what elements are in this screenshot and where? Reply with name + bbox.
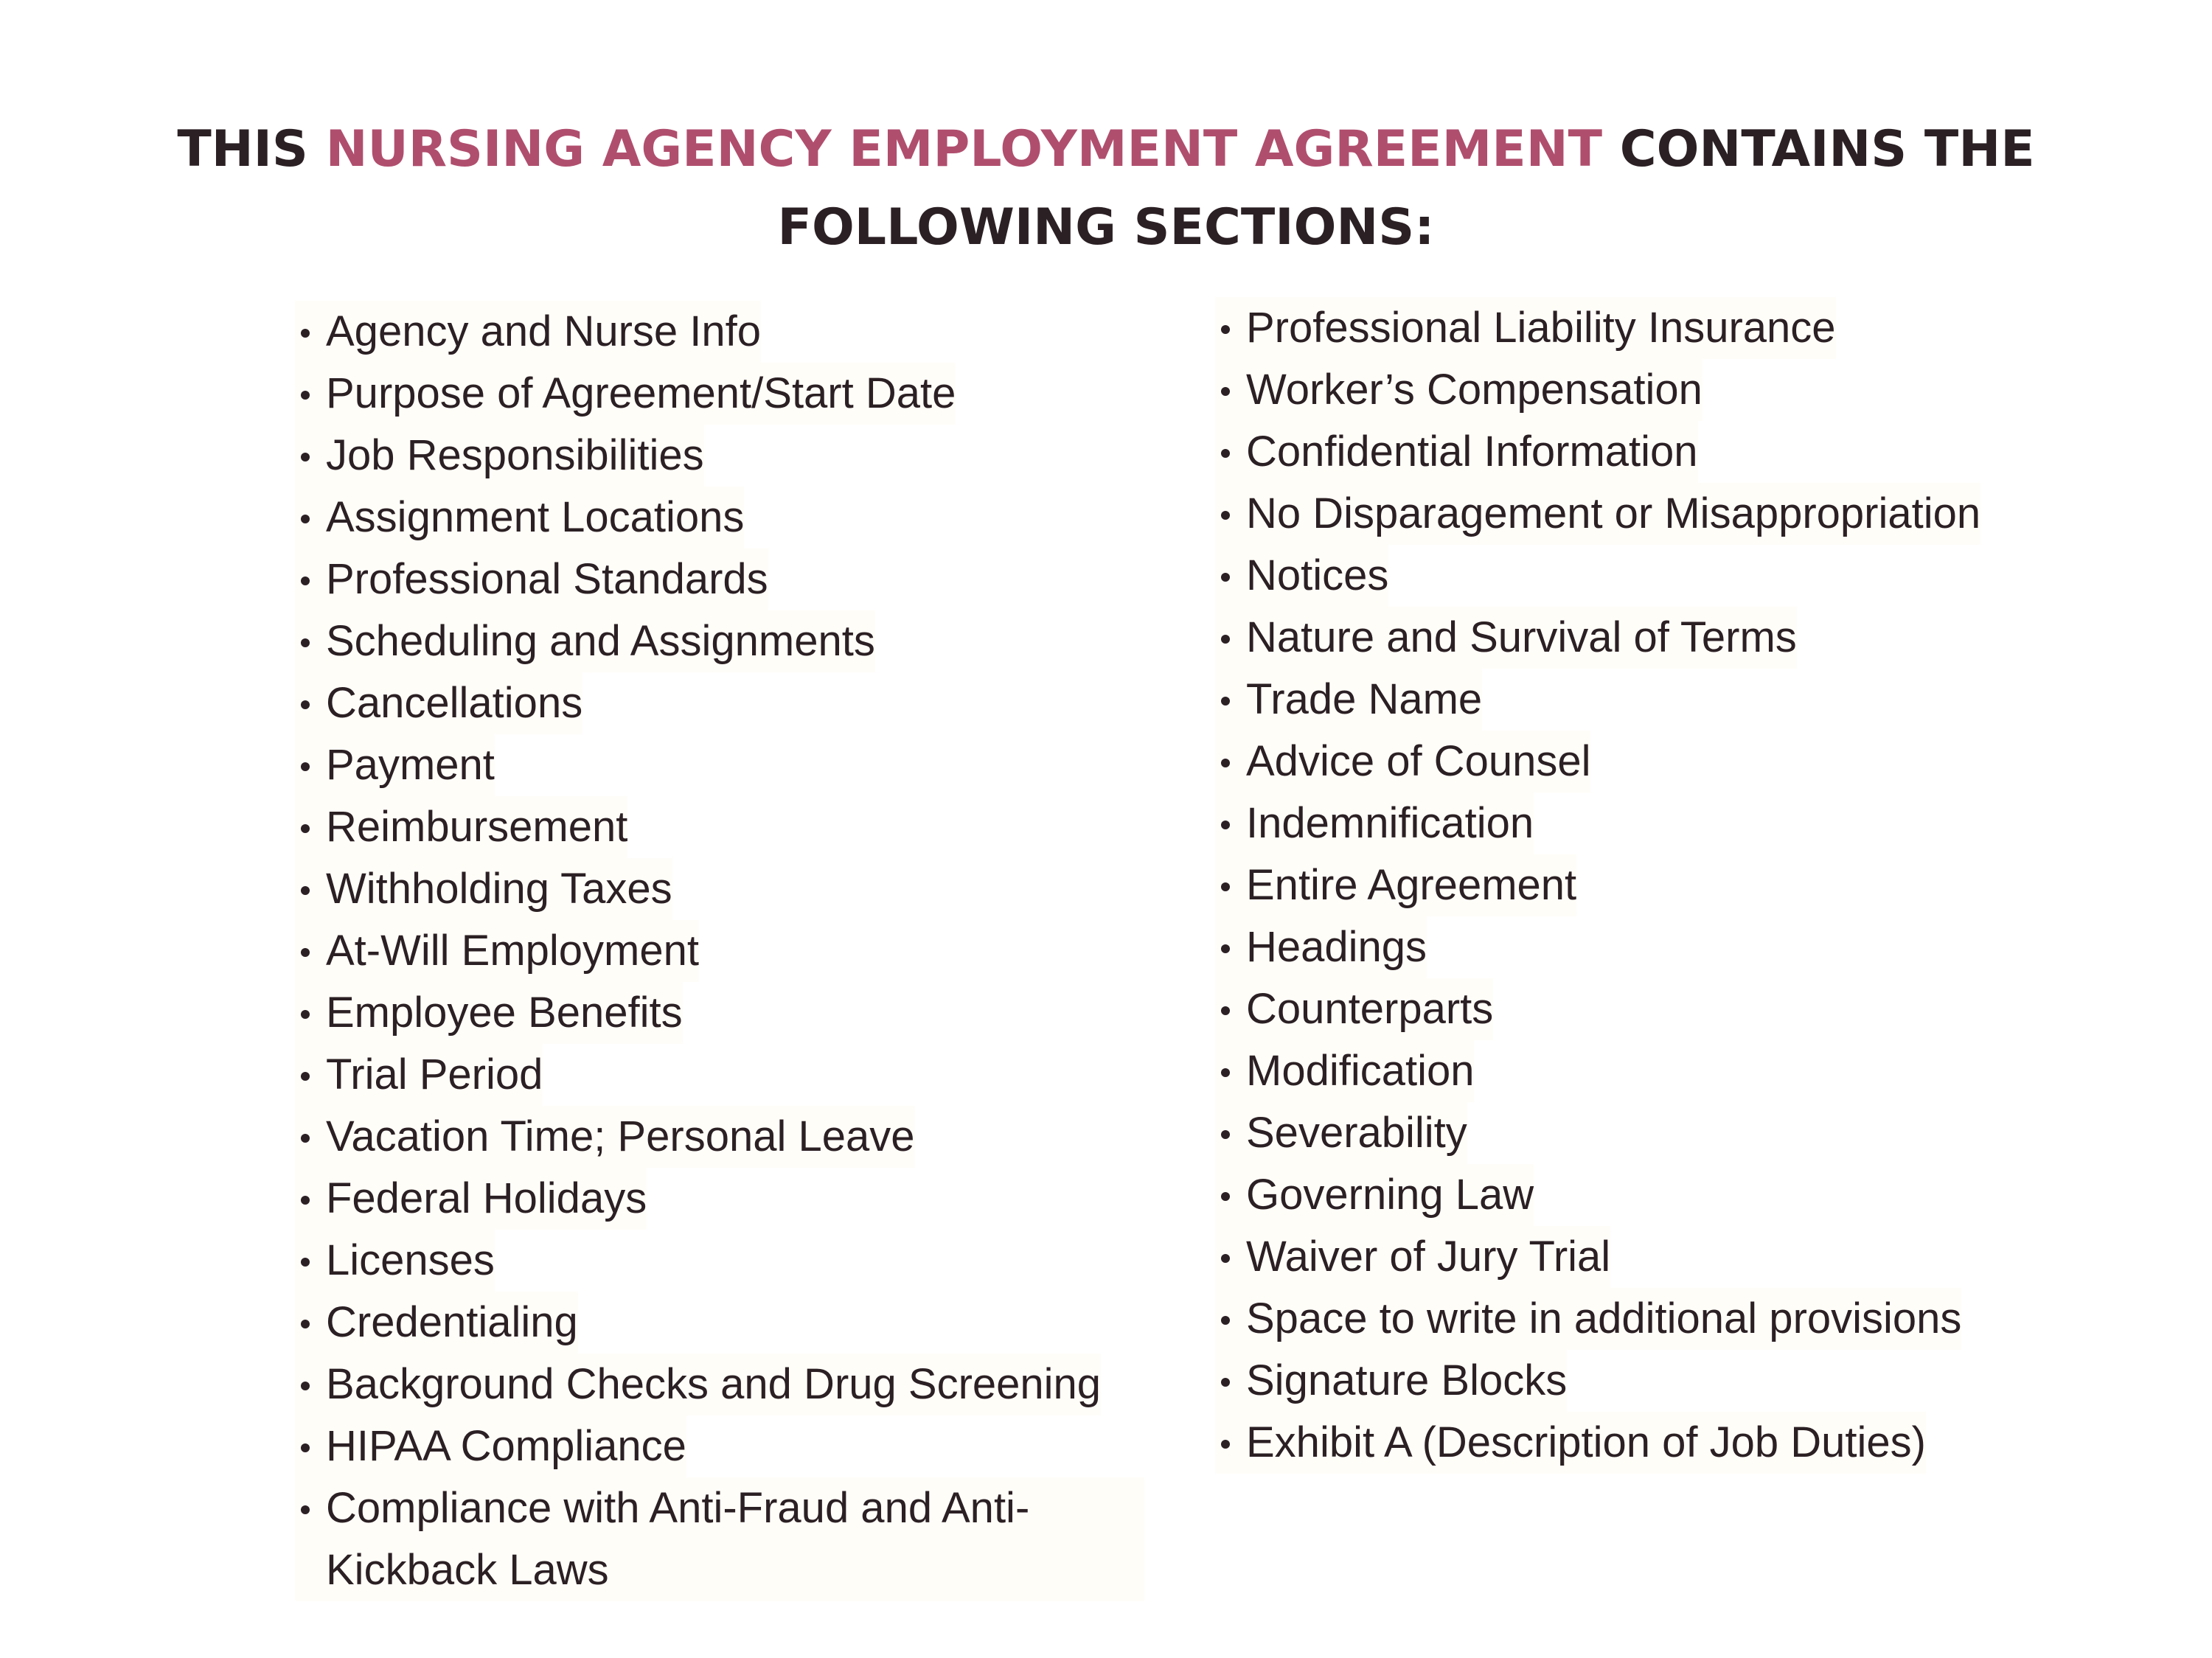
list-item: HIPAA Compliance <box>295 1415 686 1477</box>
list-item: Space to write in additional provisions <box>1215 1288 1961 1350</box>
list-item: Professional Standards <box>295 548 768 610</box>
list-item: Payment <box>295 734 495 796</box>
title-suffix: CONTAINS THE <box>1602 120 2035 178</box>
list-item: Nature and Survival of Terms <box>1215 607 1797 669</box>
list-item: Withholding Taxes <box>295 858 672 920</box>
list-item: Indemnification <box>1215 793 1534 854</box>
list-item: Signature Blocks <box>1215 1350 1567 1412</box>
list-item: Reimbursement <box>295 796 627 858</box>
list-item: Job Responsibilities <box>295 425 704 487</box>
list-item: Assignment Locations <box>295 487 744 548</box>
list-item: Severability <box>1215 1102 1467 1164</box>
list-item: Notices <box>1215 545 1388 607</box>
list-item: Vacation Time; Personal Leave <box>295 1106 915 1168</box>
list-item: Entire Agreement <box>1215 854 1576 916</box>
title-prefix: THIS <box>177 120 326 178</box>
list-item: Federal Holidays <box>295 1168 647 1230</box>
list-item: Waiver of Jury Trial <box>1215 1226 1610 1288</box>
right-section-list <box>1215 297 2144 1474</box>
list-item: Background Checks and Drug Screening <box>295 1354 1101 1415</box>
list-item: Compliance with Anti-Fraud and Anti-Kickback Laws <box>295 1477 1144 1601</box>
list-item: Purpose of Agreement/Start Date <box>295 363 956 425</box>
list-item: Scheduling and Assignments <box>295 610 875 672</box>
list-item: Confidential Information <box>1215 421 1698 483</box>
list-item: Advice of Counsel <box>1215 731 1590 793</box>
list-item: Governing Law <box>1215 1164 1534 1226</box>
list-item: Counterparts <box>1215 978 1493 1040</box>
list-item: Modification <box>1215 1040 1474 1102</box>
list-item: Trade Name <box>1215 669 1482 731</box>
list-item: Licenses <box>295 1230 495 1292</box>
list-item: At-Will Employment <box>295 920 699 982</box>
list-item: Agency and Nurse Info <box>295 301 761 363</box>
page-title <box>0 111 2212 267</box>
list-item: Employee Benefits <box>295 982 683 1044</box>
list-item: Exhibit A (Description of Job Duties) <box>1215 1412 1926 1474</box>
list-item: Professional Liability Insurance <box>1215 297 1836 359</box>
list-item: No Disparagement or Misappropriation <box>1215 483 1980 545</box>
list-item: Cancellations <box>295 672 582 734</box>
left-section-list <box>295 301 1180 1601</box>
title-accent: NURSING AGENCY EMPLOYMENT AGREEMENT <box>325 120 1603 178</box>
list-item: Credentialing <box>295 1292 578 1354</box>
list-item: Worker’s Compensation <box>1215 359 1703 421</box>
list-item: Trial Period <box>295 1044 543 1106</box>
title-line2: FOLLOWING SECTIONS: <box>777 198 1435 257</box>
list-item: Headings <box>1215 916 1427 978</box>
